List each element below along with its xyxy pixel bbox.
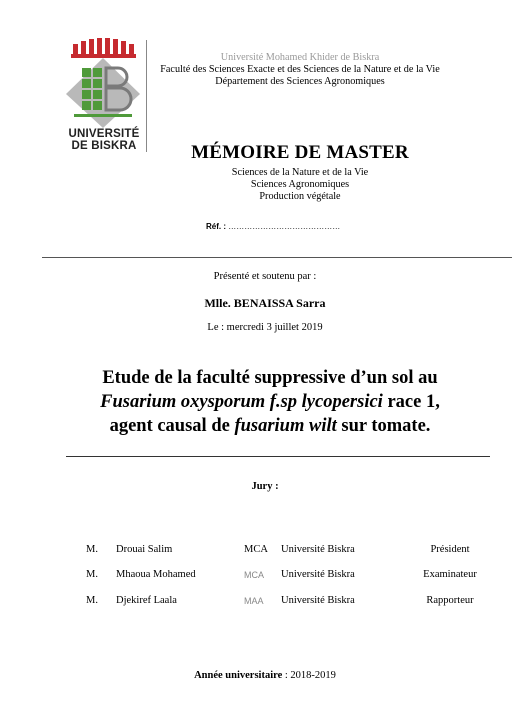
member-role: Rapporteur [426,595,474,606]
thesis-title [40,366,500,438]
member-role: Examinateur [423,569,477,580]
thesis-title-line2 [40,390,500,414]
thesis-title-text: agent causal de [109,416,235,436]
thesis-title-line3 [40,414,500,438]
author-name: Mlle. BENAISSA Sarra [204,296,326,310]
jury-member-row [0,595,530,609]
specialty-line: Production végétale [259,191,341,202]
member-institution: Université Biskra [281,569,355,580]
presented-by-label: Présenté et soutenu par : [213,271,317,282]
thesis-title-text: Etude de la faculté suppressive d’un sol au [102,368,438,388]
member-name: Drouai Salim [116,544,173,555]
thesis-title-text: sur tomate. [336,416,431,436]
member-title: M. [86,569,98,580]
logo-separator [146,40,147,152]
thesis-title-species: Fusarium oxysporum f.sp lycopersici [100,392,383,412]
thesis-title-disease: fusarium wilt [234,416,337,436]
jury-member-row [0,569,530,583]
member-grade: MCA [244,570,264,580]
logo-wordmark [58,128,150,152]
logo-crown-shape [71,38,136,58]
member-institution: Université Biskra [281,595,355,606]
reference-label: Réf. : [206,222,226,231]
member-title: M. [86,544,98,555]
member-role: Président [430,544,470,555]
member-grade: MCA [244,544,268,555]
thesis-title-line1 [40,366,500,390]
thesis-title-text: race 1, [382,392,440,412]
title-divider [66,456,490,457]
member-title: M. [86,595,98,606]
academic-year [0,670,530,681]
department-name: Département des Sciences Agronomiques [215,76,385,87]
jury-member-row [0,544,530,558]
logo-text-line2: DE BISKRA [71,140,137,152]
member-institution: Université Biskra [281,544,355,555]
logo-base-bar [74,114,132,117]
academic-year-value: : 2018-2019 [284,670,336,681]
academic-year-label: Année universitaire [194,670,283,681]
member-name: Djekiref Laala [116,595,177,606]
member-grade: MAA [244,596,264,606]
university-name: Université Mohamed Khider de Biskra [220,52,380,63]
member-name: Mhaoua Mohamed [116,569,196,580]
reference-line [206,222,340,231]
jury-label: Jury : [251,481,279,492]
faculty-name: Faculté des Sciences Exacte et des Sciences de la Nature et de la Vie [160,64,440,75]
reference-value: …………………………………… [228,222,341,231]
defense-date: Le : mercredi 3 juillet 2019 [207,322,323,333]
field-line: Sciences de la Nature et de la Vie [231,167,369,178]
logo-text-line1: UNIVERSITÉ [68,128,140,140]
top-divider [42,257,512,258]
domain-line: Sciences Agronomiques [250,179,350,190]
document-title: MÉMOIRE DE MASTER [191,142,409,163]
